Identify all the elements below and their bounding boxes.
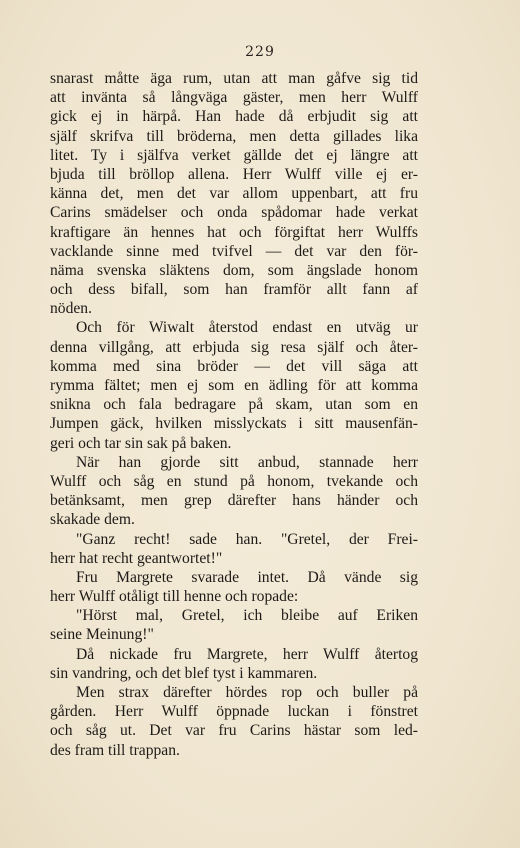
text-line: Men strax därefter hördes rop och buller på: [76, 684, 418, 701]
text-line: Wulff och såg en stund på honom, tvekande och: [50, 472, 418, 490]
text-line: kraftigare än hennes hat och förgiftat herr Wulffs: [50, 223, 418, 241]
text-line: vacklande sinne med tvifvel — det var den för-: [50, 242, 418, 260]
text-line: Carins smädelser och onda spådomar hade verkat: [50, 204, 418, 222]
text-line: herr Wulff otåligt till henne och ropade:: [50, 588, 299, 606]
text-line: Då nickade fru Margrete, herr Wulff återtog: [76, 645, 418, 663]
text-line: känna det, men det var allom uppenbart, att fru: [50, 185, 418, 203]
body-text: [50, 69, 418, 760]
text-line: seine Meinung!": [50, 626, 154, 644]
text-line: geri och tar sin sak på baken.: [50, 434, 232, 452]
text-line: komma med sina bröder — det vill säga att: [50, 357, 418, 375]
text-line: litet. Ty i själfva verket gällde det ej längre att: [50, 146, 418, 164]
text-line: att invänta så långväga gäster, men herr Wulff: [50, 89, 418, 107]
text-line: denna villgång, att erbjuda sig resa själf och åter-: [50, 338, 418, 356]
text-line: När han gjorde sitt anbud, stannade herr: [76, 453, 418, 471]
text-line: snikna och fala bedragare på skam, utan som en: [50, 396, 418, 414]
text-line: des fram till trappan.: [50, 741, 180, 759]
text-line: och dess bifall, som han framför allt fann af: [50, 281, 418, 299]
page-number: 229: [245, 44, 275, 60]
text-line: "Hörst mal, Gretel, ich bleibe auf Eriken: [76, 607, 418, 625]
text-line: Och för Wiwalt återstod endast en utväg ur: [76, 319, 418, 337]
text-line: snarast måtte äga rum, utan att man gåfve sig tid: [50, 70, 418, 87]
text-line: skakade dem.: [50, 511, 135, 529]
text-line: rymma fältet; men ej som en ädling för att komma: [50, 377, 418, 394]
text-line: nöden.: [50, 300, 93, 318]
text-line: och såg ut. Det var fru Carins hästar som led-: [50, 722, 418, 740]
text-line: gården. Herr Wulff öppnade luckan i fönstret: [50, 703, 418, 721]
text-line: näma svenska släktens dom, som ängslade honom: [50, 261, 418, 279]
text-line: bjuda till bröllop allena. Herr Wulff ville ej er-: [50, 165, 418, 183]
text-line: Jumpen gäck, hvilken misslyckats i sitt mausenfän-: [50, 415, 418, 433]
text-line: "Ganz recht! sade han. "Gretel, der Frei-: [76, 530, 418, 548]
text-line: Fru Margrete svarade intet. Då vände sig: [76, 568, 418, 586]
text-line: gick ej in härpå. Han hade då erbjudit sig att: [50, 108, 418, 126]
text-line: själf skrifva till bröderna, men detta gillades lika: [50, 127, 418, 145]
text-line: sin vandring, och det blef tyst i kammaren.: [50, 664, 318, 682]
text-line: herr hat recht geantwortet!": [50, 549, 223, 567]
text-line: betänksamt, men grep därefter hans händer och: [50, 492, 418, 510]
